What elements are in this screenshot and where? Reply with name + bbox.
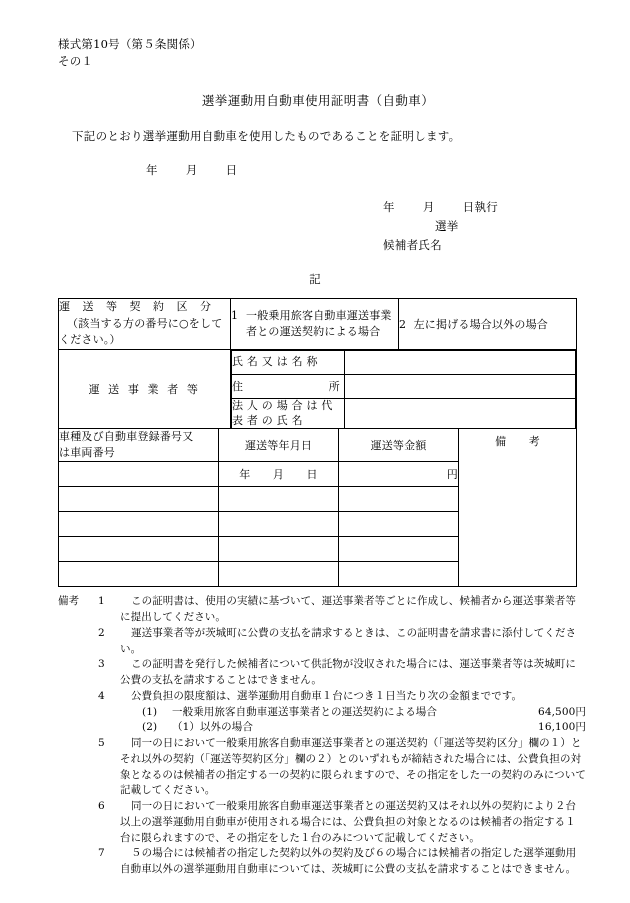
contract-option-1-cell[interactable]: [231, 299, 399, 350]
transport-amount-cell[interactable]: [339, 512, 459, 537]
carrier-representative-label-line2: 表 者 の 氏 名: [232, 413, 303, 427]
note-item-5: [58, 736, 586, 799]
execution-month: 月: [422, 200, 435, 215]
transport-amount-cell[interactable]: [339, 537, 459, 562]
election-label: 選挙: [435, 219, 459, 234]
note-text-3: この証明書を発行した候補者について供託物が没収された場合には、運送事業者等は茨城町に公費の支払を請求することはできません。: [120, 658, 576, 687]
vehicle-type-cell[interactable]: [59, 512, 219, 537]
vehicle-type-header-cell: [59, 429, 219, 462]
note-text-1: この証明書は、使用の実績に基づいて、運送事業者等ごとに作成し、候補者から運送事業者等に提出してください。: [120, 595, 576, 624]
form-part: その１: [58, 53, 94, 68]
contract-option-2-cell[interactable]: [399, 299, 577, 350]
transport-amount-header: 運送等金額: [339, 429, 459, 462]
note-text-7: ５の場合には候補者の指定した契約以外の契約及び６の場合には候補者の指定した選挙運動用自動車以外の選挙運動用自動車については、茨城町に公費の支払を請求することはできません。: [120, 847, 577, 876]
remarks-header-cell[interactable]: [459, 429, 577, 587]
note-item-6: [58, 799, 586, 846]
contract-division-label-line3: ください。）: [59, 333, 121, 347]
note-subitem-4-1-number: (1): [142, 705, 158, 718]
contract-division-label-cell: [59, 299, 231, 350]
candidate-name-label: 候補者氏名: [383, 238, 442, 253]
amount-unit-label: 円: [339, 462, 459, 487]
carrier-representative-label-line1: 法 人 の 場 合 は 代: [232, 398, 333, 412]
note-text-5: 同一の日において一般乗用旅客自動車運送事業者との運送契約（「運送等契約区分」欄の１）とそれ以外の契約（「運送等契約区分」欄の２）とのいずれもが締結された場合には、公費負担の対象となるのは候補者の指定する一の契約に限られますので、その指定をした一の契約のみについて記載してください。: [120, 737, 586, 797]
execution-day: 日執行: [462, 200, 499, 215]
vehicle-header-row: [59, 429, 577, 462]
notes-label: 備考: [58, 595, 80, 608]
carrier-label-cell: [59, 349, 231, 429]
note-item-3: [58, 657, 586, 689]
date-unit-label: 年 月 日: [219, 462, 339, 487]
note-text-2: 運送事業者等が茨城町に公費の支払を請求するときは、この証明書を請求書に添付してください。: [120, 626, 577, 655]
transport-date-cell[interactable]: [219, 487, 339, 512]
transport-date-cell[interactable]: [219, 537, 339, 562]
note-number-3: 3: [98, 658, 105, 671]
election-execution-block: [383, 198, 578, 255]
note-text-4: 公費負担の限度額は、選挙運動用自動車１台につき１日当たり次の金額までです。: [131, 689, 523, 702]
carrier-fields-cell: [231, 349, 577, 429]
note-item-2: [58, 626, 586, 658]
note-number-2: 2: [98, 626, 105, 639]
execution-date-row: [383, 198, 578, 236]
note-text-6: 同一の日において一般乗用旅客自動車運送事業者との運送契約又はそれ以外の契約により２台以上の選挙運動用自動車が使用される場合には、公費負担の対象となるのは候補者の指定する１台に限られますので、その指定をした１台のみについて記載してください。: [120, 800, 577, 844]
note-subitem-4-1: [58, 705, 586, 721]
contract-option-2-text: 左に掲げる場合以外の場合: [413, 318, 549, 331]
carrier-name-label: 氏 名 又 は 名 称: [232, 354, 318, 368]
contract-division-label-line2: （該当する方の番号に○をして: [67, 316, 223, 330]
vehicle-type-cell[interactable]: [59, 487, 219, 512]
vehicle-type-cell[interactable]: [59, 562, 219, 587]
note-item-4: [58, 689, 586, 705]
remarks-header: 備 考: [495, 435, 540, 449]
note-item-7: [58, 846, 586, 878]
carrier-address-label-cell: [232, 374, 345, 398]
carrier-name-value[interactable]: [345, 350, 576, 374]
note-subitem-4-2: [58, 720, 586, 736]
contract-option-1-number: 1: [231, 308, 239, 322]
ki-marker: 記: [309, 272, 321, 287]
contract-division-row: [59, 299, 577, 350]
notes-section: [58, 594, 586, 878]
note-subitem-4-1-text: 一般乗用旅客自動車運送事業者との運送契約による場合: [172, 705, 437, 718]
transport-date-cell[interactable]: [219, 512, 339, 537]
carrier-name-row: [232, 350, 576, 374]
vehicle-type-header-line2: は車両番号: [59, 446, 115, 460]
carrier-representative-value[interactable]: [345, 398, 576, 428]
vehicle-detail-table: [58, 428, 577, 587]
execution-year: 年: [383, 200, 395, 215]
transport-date-header: 運送等年月日: [219, 429, 339, 462]
certificate-table: [58, 298, 577, 429]
note-number-5: 5: [98, 737, 105, 750]
transport-amount-cell[interactable]: [339, 487, 459, 512]
carrier-fields-table: [231, 350, 576, 429]
carrier-representative-row: [232, 398, 576, 428]
issue-date-blank: [146, 162, 578, 178]
issue-date-month: 月: [185, 163, 198, 178]
note-number-1: 1: [98, 595, 105, 608]
note-subitem-4-1-amount: 64,500円: [538, 705, 586, 718]
carrier-address-value[interactable]: [345, 374, 576, 398]
note-subitem-4-2-number: (2): [142, 721, 158, 734]
form-number: 様式第10号（第５条関係）: [58, 37, 202, 51]
note-subitem-4-2-text: （1）以外の場合: [172, 721, 253, 734]
note-number-4: 4: [98, 689, 105, 702]
transport-amount-cell[interactable]: [339, 562, 459, 587]
note-subitem-4-2-amount: 16,100円: [538, 721, 586, 734]
form-identifier: [58, 36, 578, 69]
vehicle-type-unit-cell[interactable]: [59, 462, 219, 487]
vehicle-type-cell[interactable]: [59, 537, 219, 562]
carrier-address-label-left: 住: [232, 380, 244, 394]
contract-option-1-text: 一般乗用旅客自動車運送事業者との運送契約による場合: [246, 308, 392, 338]
carrier-name-label-cell: [232, 350, 345, 374]
vehicle-type-header-line1: 車種及び自動車登録番号又: [59, 430, 194, 444]
contract-division-label-line1: 運 送 等 契 約 区 分: [59, 300, 216, 314]
document-title: 選挙運動用自動車使用証明書（自動車）: [201, 93, 435, 109]
note-number-6: 6: [98, 800, 105, 813]
carrier-label: 運 送 事 業 者 等: [88, 383, 201, 397]
carrier-address-label-right: 所: [328, 380, 340, 394]
note-item-1: [58, 594, 586, 626]
carrier-info-row: [59, 349, 577, 429]
certification-statement: 下記のとおり選挙運動用自動車を使用したものであることを証明します。: [72, 129, 461, 144]
transport-date-cell[interactable]: [219, 562, 339, 587]
note-number-7: 7: [98, 847, 105, 860]
carrier-address-row: [232, 374, 576, 398]
contract-option-2-number: 2: [399, 318, 407, 331]
carrier-representative-label-cell: [232, 398, 345, 428]
issue-date-year: 年: [146, 163, 158, 178]
issue-date-day: 日: [225, 163, 238, 178]
